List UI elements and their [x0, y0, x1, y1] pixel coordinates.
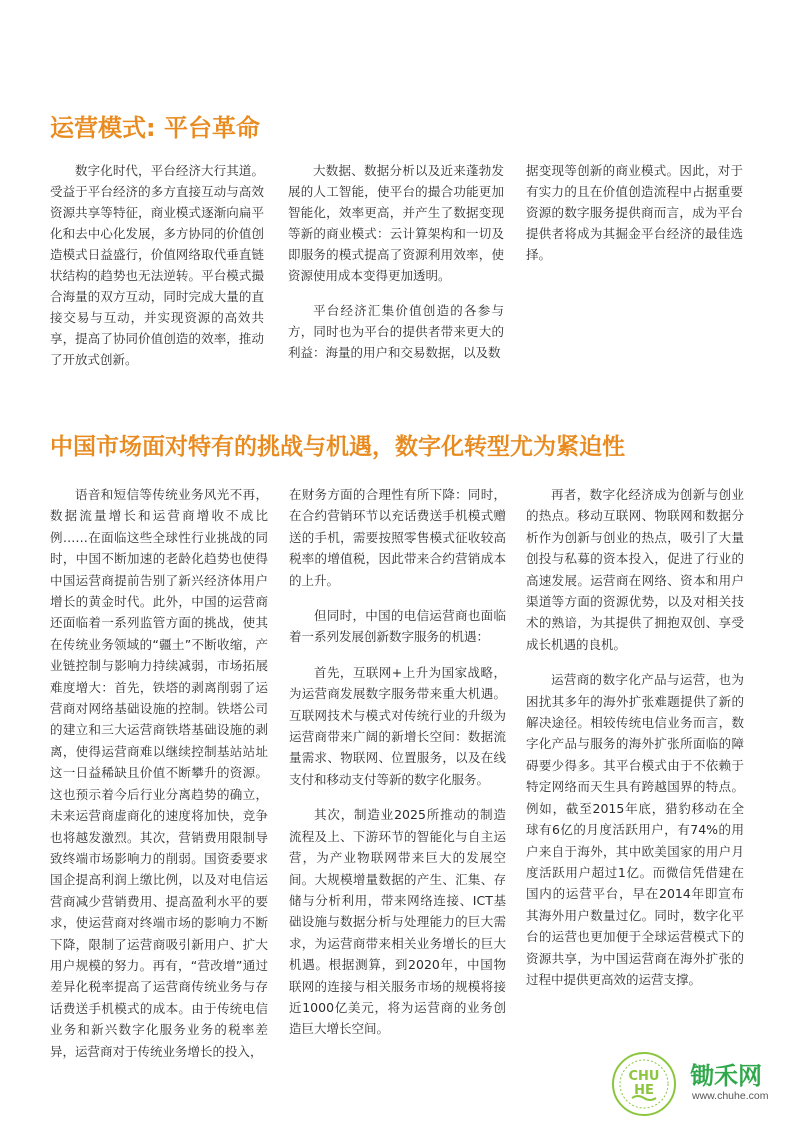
section2-column-3 — [526, 484, 744, 1004]
paragraph: 平台经济汇集价值创造的各参与方，同时也为平台的提供者带来更大的利益：海量的用户和交易数据，以及数 — [288, 303, 504, 360]
paragraph: 运营商的数字化产品与运营，也为困扰其多年的海外扩张难题提供了新的解决途径。相较传统电信业务而言，数字化产品与服务的海外扩张所面临的障碍要少得多。其平台模式由于不依赖于特定网络而天生具有跨越国界的特点。例如，截至2015年底，猎豹移动在全球有6亿的月度活跃用户，有74%的用户来自于海外，其中欧美国家的用户月度活跃用户超过1亿。而微信凭借建在国内的运营平台，早在2014年即宣布其海外用户数量过亿。同时，数字化平台的运营也更加便于全球运营模式下的资源共享，为中国运营商在海外扩张的过程中提供更高效的运营支撑。 — [526, 672, 744, 987]
section-title-platform-revolution: 运营模式: 平台革命 — [50, 114, 260, 142]
paragraph: 数字化时代，平台经济大行其道。受益于平台经济的多方直接互动与高效资源共享等特征，商业模式逐渐向扁平化和去中心化发展，多方协同的价值创造模式日益盛行，价值网络取代垂直链状结构的趋势也无法逆转。平台模式撮合海量的双方互动，同时完成大量的直接交易与互动，并实现资源的高效共享，提高了协同价值创造的效率，推动了开放式创新。 — [50, 163, 264, 367]
section1-column-1 — [50, 160, 264, 384]
section2-column-1 — [50, 484, 268, 1076]
paragraph: 在财务方面的合理性有所下降：同时，在合约营销环节以充话费送手机模式赠送的手机，需要按照零售模式征收较高税率的增值税，因此带来合约营销成本的上升。 — [289, 487, 506, 588]
paragraph: 其次，制造业2025所推动的制造流程及上、下游环节的智能化与自主运营，为产业物联网带来巨大的发展空间。大规模增量数据的产生、汇集、存储与分析利用，带来网络连接、ICT基础设施与数据分析与处理能力的巨大需求，为运营商带来相关业务增长的巨大机遇。根据测算，到2020年，中国物联网的连接与相关服务市场的规模将接近1000亿美元，将为运营商的业务创造巨大增长空间。 — [289, 807, 506, 1037]
section1-column-3 — [526, 160, 743, 279]
paragraph: 据变现等创新的商业模式。因此，对于有实力的且在价值创造流程中占据重要资源的数字服务提供商而言，成为平台提供者将成为其掘金平台经济的最佳选择。 — [526, 163, 743, 262]
paragraph: 再者，数字化经济成为创新与创业的热点。移动互联网、物联网和数据分析作为创新与创业的热点，吸引了大量创投与私募的资本投入，促进了行业的高速发展。运营商在网络、资本和用户渠道等方面的资源优势，以及对相关技术的熟谙，为其提供了拥抱双创、享受成长机遇的良机。 — [526, 487, 744, 652]
paragraph: 大数据、数据分析以及近来蓬勃发展的人工智能，使平台的撮合功能更加智能化，效率更高，并产生了数据变现等新的商业模式：云计算架构和一切及即服务的模式提高了资源利用效率，使资源使用成本变得更加透明。 — [288, 163, 504, 283]
chuhe-logo[interactable] — [612, 1052, 772, 1116]
section1-column-2 — [288, 160, 504, 377]
section-title-china-market: 中国市场面对特有的挑战与机遇，数字化转型尤为紧迫性 — [50, 434, 625, 460]
logo-name: 锄禾网 — [690, 1062, 762, 1090]
logo-url: www.chuhe.com — [692, 1090, 769, 1102]
section2-column-2 — [289, 484, 506, 1054]
paragraph: 语音和短信等传统业务风光不再，数据流量增长和运营商增收不成比例……在面临这些全球性行业挑战的同时，中国不断加速的老龄化趋势也使得中国运营商提前告别了新兴经济体用户增长的黄金时代。此外，中国的运营商还面临着一系列监管方面的挑战，使其在传统业务领域的“疆土”不断收缩，产业链控制与影响力持续减弱，市场拓展难度增大：首先，铁塔的剥离削弱了运营商对网络基础设施的控制。铁塔公司的建立和三大运营商铁塔基础设施的剥离，使得运营商难以继续控制基站站址这一日益稀缺且价值不断攀升的资源。这也预示着今后行业分离趋势的确立，未来运营商虚商化的速度将加快，竞争也将越发激烈。其次，营销费用限制导致终端市场影响力的削弱。国资委要求国企提高利润上缴比例，以及对电信运营商减少营销费用、提高盈利水平的要求，使运营商对终端市场的影响力不断下降，限制了运营商吸引新用户、扩大用户规模的努力。再有，“营改增”通过差异化税率提高了运营商传统业务与存话费送手机模式的成本。由于传统电信业务和新兴数字化服务业务的税率差异，运营商对于传统业务增长的投入， — [50, 487, 268, 1059]
logo-badge-text: CHU HE — [628, 1069, 660, 1098]
paragraph: 但同时，中国的电信运营商也面临着一系列发展创新数字服务的机遇： — [289, 608, 506, 645]
paragraph: 首先，互联网+上升为国家战略，为运营商发展数字服务带来重大机遇。互联网技术与模式对传统行业的升级为运营商带来广阔的新增长空间：数据流量需求、物联网、位置服务，以及在线支付和移动支付等新的数字化服务。 — [289, 664, 506, 787]
logo-badge-icon — [612, 1052, 676, 1116]
